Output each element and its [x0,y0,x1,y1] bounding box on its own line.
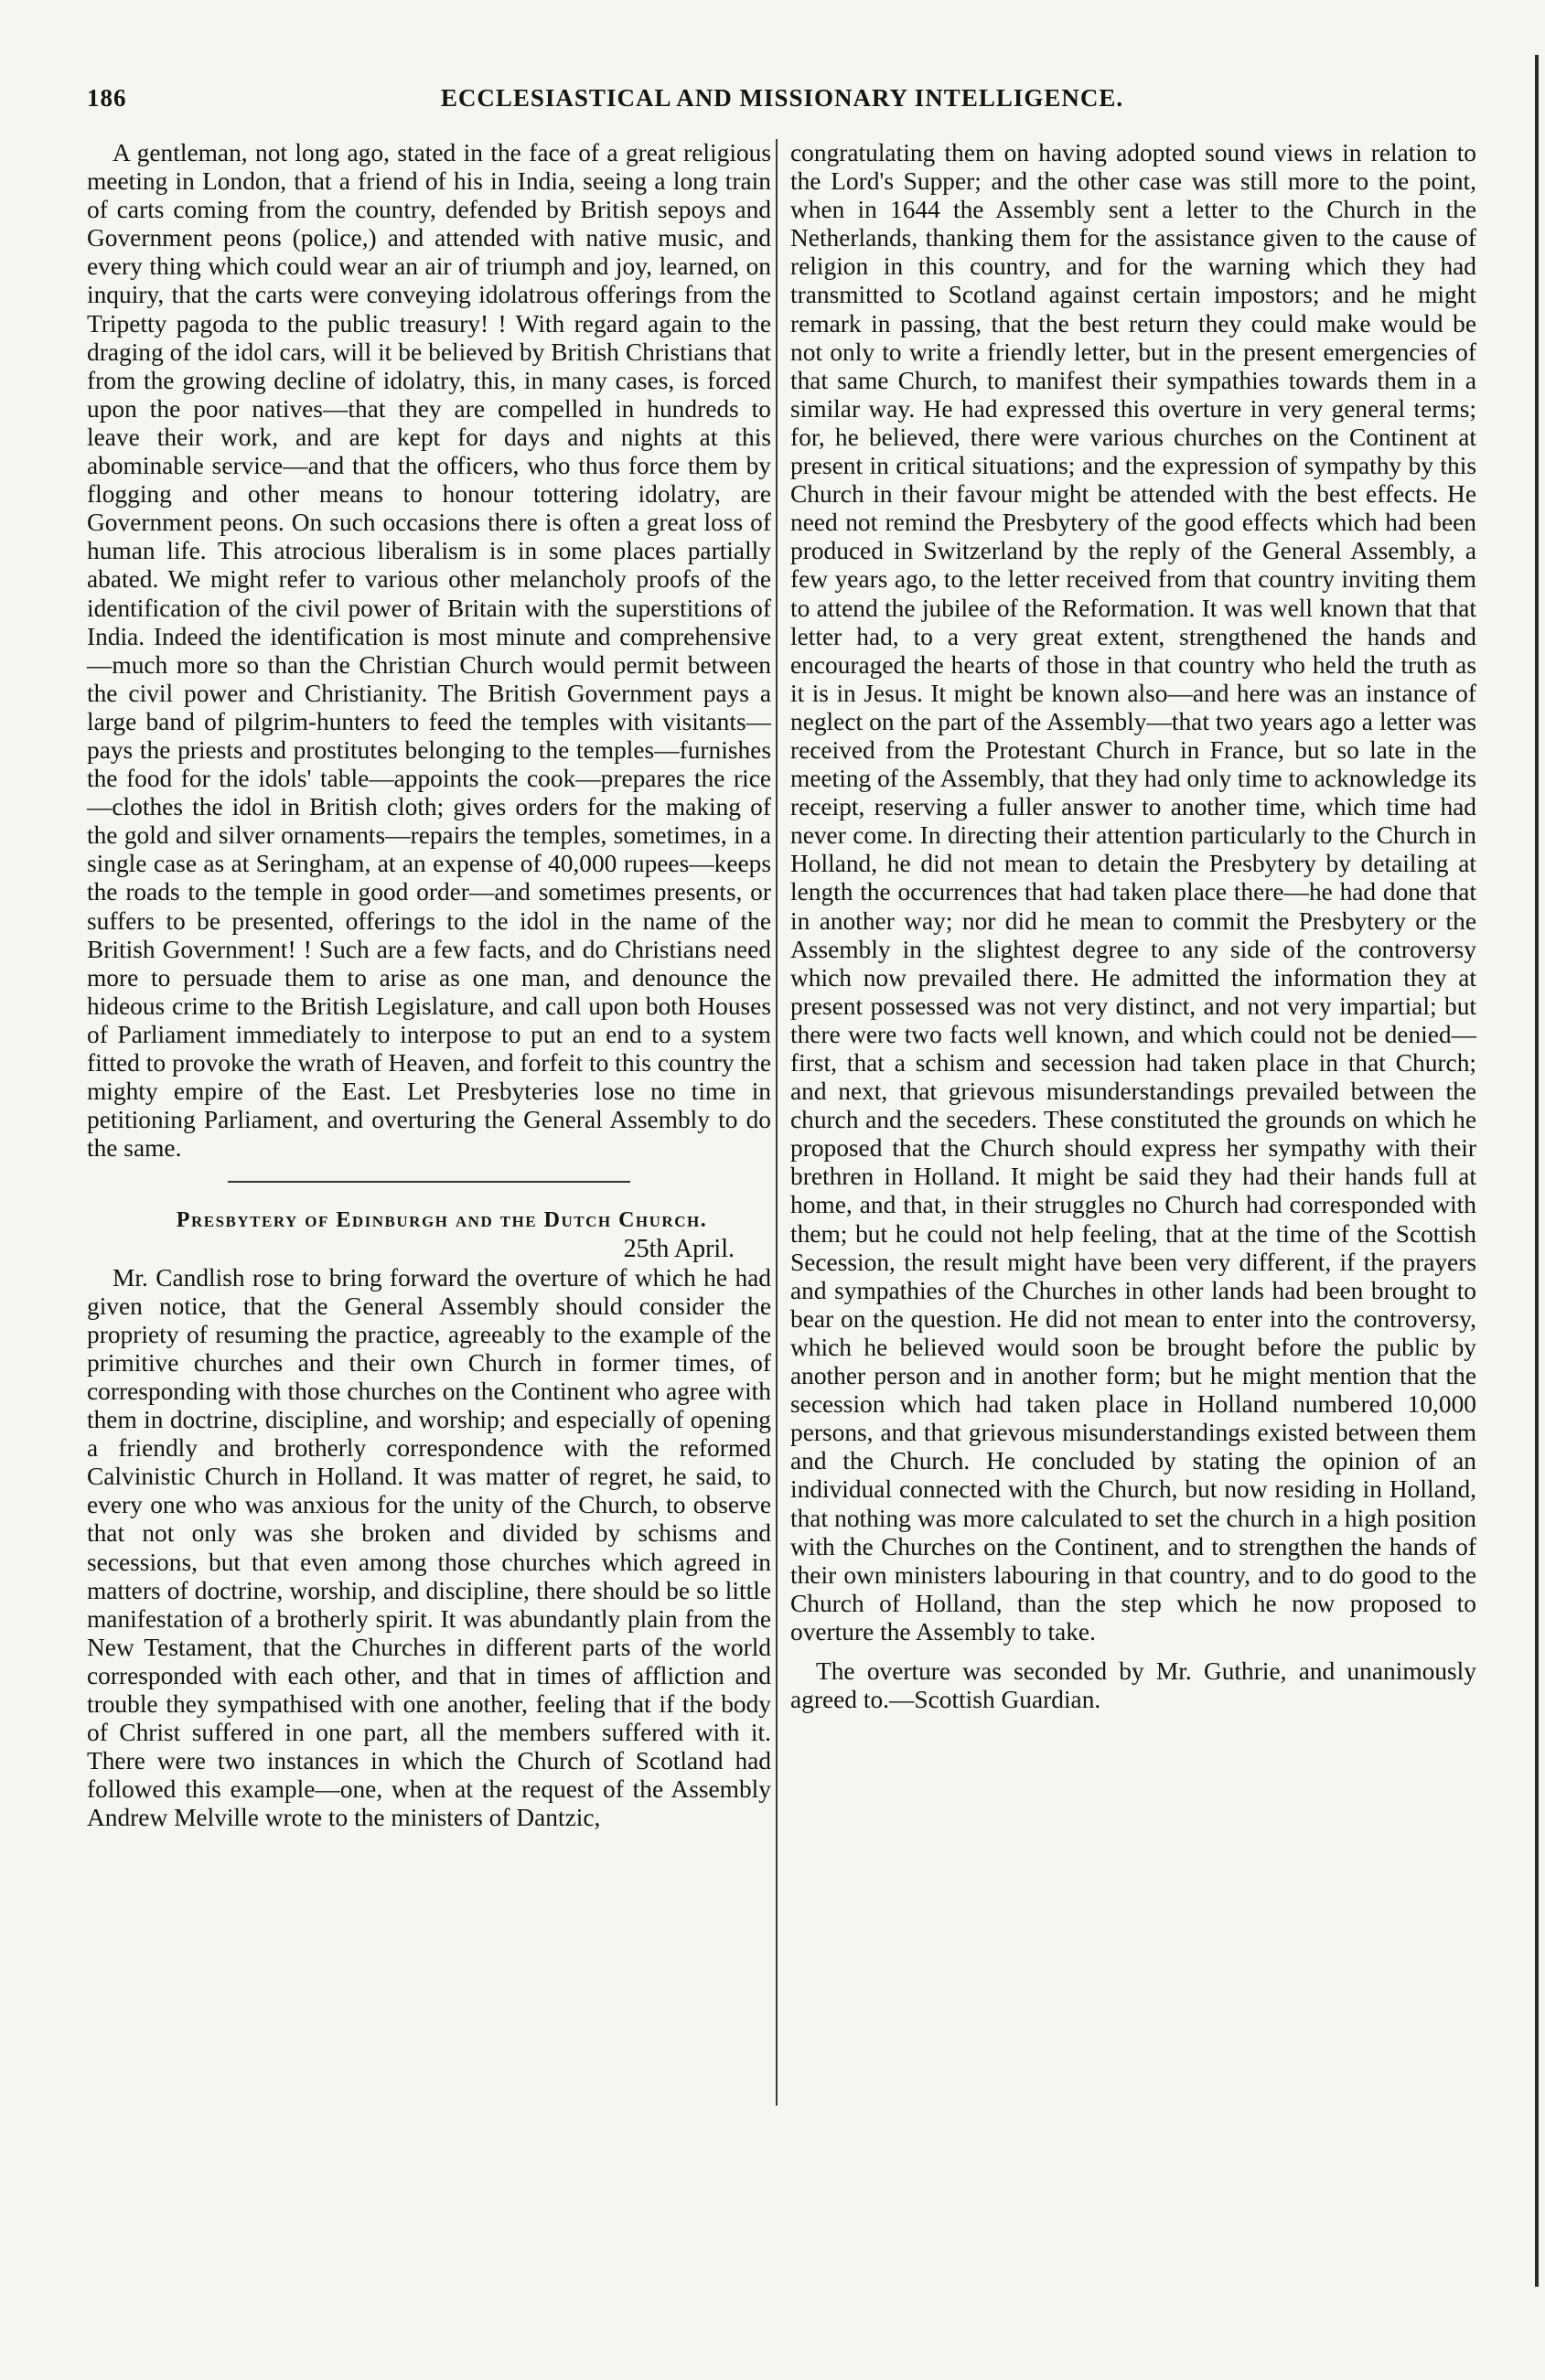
page-number: 186 [87,84,127,112]
article-paragraph-candlish: Mr. Candlish rose to bring forward the overture of which he had given notice, that the General Assembly should consider the propriety of resuming the practice, agreeably to the example of the primitive churches and their own Church in former times, of corresponding with those churches on the Continent who agree with them in doctrine, discipline, and worship; and especially of opening a friendly and brotherly correspondence with the reformed Calvinistic Church in Holland. It was matter of regret, he said, to every one who was anxious for the unity of the Church, to observe that not only was she broken and divided by schisms and secessions, but that even among those churches which agreed in matters of doctrine, worship, and discipline, there should be so little manifestation of a brotherly spirit. It was abundantly plain from the New Testament, that the Churches in different parts of the world corresponded with each other, and that in times of affliction and trouble they sympathised with one another, feeling that if the body of Christ suffered in one part, all the members suffered with it. There were two instances in which the Church of Scotland had followed this example—one, when at the request of the Assembly Andrew Melville wrote to the ministers of Dantzic, [87,1263,771,1832]
left-column [87,139,771,1832]
page-header [87,84,1450,121]
article-paragraph-india: A gentleman, not long ago, stated in the face of a great religious meeting in London, that a friend of his in India, seeing a long train of carts coming from the country, defended by British sepoys and Government peons (police,) and attended with native music, and every thing which could wear an air of triumph and joy, learned, on inquiry, that the carts were conveying idolatrous offerings from the Tripetty pagoda to the public treasury! ! With regard again to the draging of the idol cars, will it be believed by British Christians that from the growing decline of idolatry, this, in many cases, is forced upon the poor natives—that they are compelled in hundreds to leave their work, and are kept for days and nights at this abominable service—and that the officers, who thus force them by flogging and other means to honour tottering idolatry, are Government peons. On such occasions there is often a great loss of human life. This atrocious liberalism is in some places partially abated. We might refer to various other melancholy proofs of the identification of the civil power of Britain with the superstitions of India. Indeed the identification is most minute and comprehensive—much more so than the Christian Church would permit between the civil power and Christianity. The British Government pays a large band of pilgrim-hunters to feed the temples with visitants—pays the priests and prostitutes belonging to the temples—furnishes the food for the idols' table—appoints the cook—prepares the rice—clothes the idol in British cloth; gives orders for the making of the gold and silver ornaments—repairs the temples, sometimes, in a single case as at Seringham, at an expense of 40,000 rupees—keeps the roads to the temple in good order—and sometimes presents, or suffers to be presented, offerings to the idol in the name of the British Government! ! Such are a few facts, and do Christians need more to persuade them to arise as one man, and denounce the hideous crime to the British Legislature, and call upon both Houses of Parliament immediately to interpose to put an end to a system fitted to provoke the wrath of Heaven, and forfeit to this country the mighty empire of the East. Let Presbyteries lose no time in petitioning Parliament, and overturing the General Assembly to do the same. [87,139,771,1163]
article-paragraph-continued: congratulating them on having adopted sound views in relation to the Lord's Supper; and the other case was still more to the point, when in 1644 the Assembly sent a letter to the Church in the Netherlands, thanking them for the assistance given to the cause of religion in this country, and for the warning which they had transmitted to Scotland against certain impostors; and he might remark in passing, that the best return they could make would be not only to write a friendly letter, but in the present emergencies of that same Church, to manifest their sympathies towards them in a similar way. He had expressed this overture in very general terms; for, he believed, there were various churches on the Continent at present in critical situations; and the expression of sympathy by this Church in their favour might be attended with the best effects. He need not remind the Presbytery of the good effects which had been produced in Switzerland by the reply of the General Assembly, a few years ago, to the letter received from that country inviting them to attend the jubilee of the Reformation. It was well known that that letter had, to a very great extent, strengthened the hands and encouraged the hearts of those in that country who held the truth as it is in Jesus. It might be known also—and here was an instance of neglect on the part of the Assembly—that two years ago a letter was received from the Protestant Church in France, but so late in the meeting of the Assembly, that they had only time to acknowledge its receipt, reserving a fuller answer to another time, which time had never come. In directing their attention particularly to the Church in Holland, he did not mean to detain the Presbytery by detailing at length the occurrences that had taken place there—he had done that in another way; nor did he mean to commit the Presbytery or the Assembly in the slightest degree to any side of the controversy which now prevailed there. He admitted the information they at present possessed was not very distinct, and not very impartial; but there were two facts well known, and which could not be denied—first, that a schism and secession had taken place in that Church; and next, that grievous misunderstandings prevailed between the church and the seceders. These constituted the grounds on which he proposed that the Church should express her sympathy with their brethren in Holland. It might be said they had their hands full at home, and that, in their struggles no Church had corresponded with them; but he could not help feeling, that at the time of the Scottish Secession, the result might have been very different, if the prayers and sympathies of the Churches in other lands had been brought to bear on the question. He did not mean to enter into the controversy, which he believed would soon be brought before the public by another person and in another form; but he might mention that the secession which had taken place in Holland numbered 10,000 persons, and that grievous misunderstandings existed between them and the Church. He concluded by stating the opinion of an individual connected with the Church, but now residing in Holland, that nothing was more calculated to set the church in a high position with the Churches on the Continent, and to strengthen the hands of their own ministers labouring in that country, and to do good to the Church of Holland, than the step which he now proposed to overture the Assembly to take. [790,139,1476,1646]
running-title: ECCLESIASTICAL AND MISSIONARY INTELLIGENCE. [440,84,1124,112]
right-column [790,139,1476,1714]
column-divider [776,139,778,2106]
dateline: 25th April. [623,1235,735,1264]
section-title: Presbytery of Edinburgh and the Dutch Church. [176,1208,708,1233]
section-separator [228,1181,630,1183]
article-paragraph-closing: The overture was seconded by Mr. Guthrie, and unanimously agreed to.—Scottish Guardian. [790,1656,1476,1714]
page-edge-rule [1535,55,1539,2287]
